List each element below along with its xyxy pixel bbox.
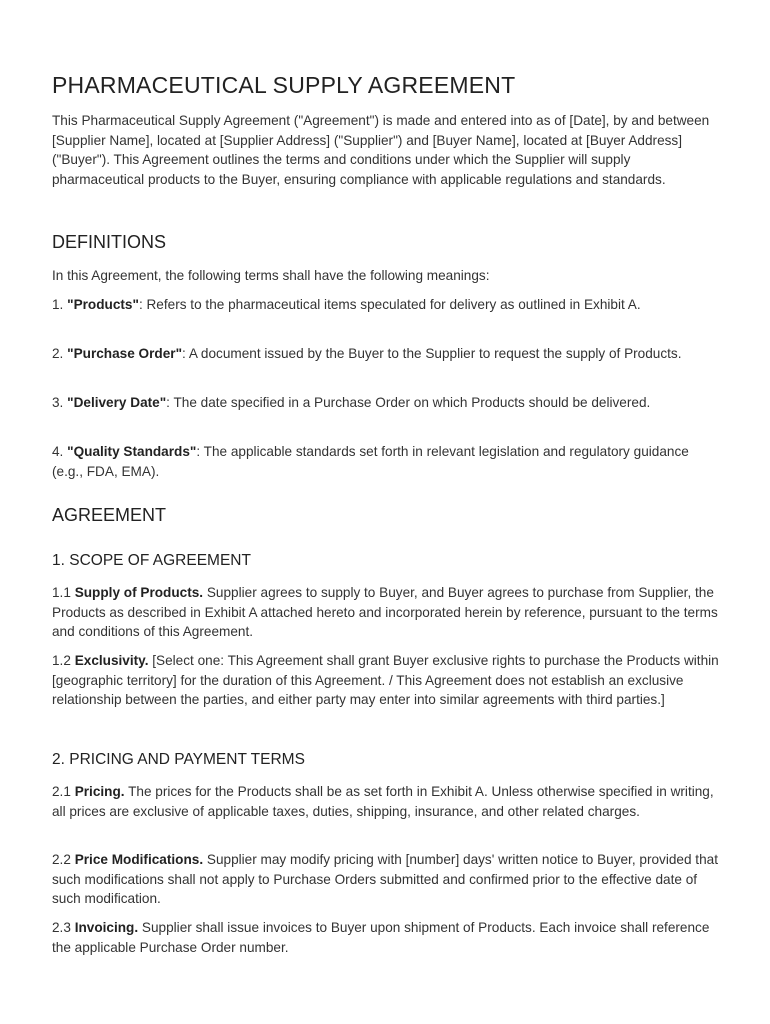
clause-title: Supply of Products. xyxy=(74,585,204,600)
definition-text: : A document issued by the Buyer to the Supplier to request the supply of Products. xyxy=(182,346,682,361)
clause-paragraph xyxy=(52,918,720,957)
document-title: PHARMACEUTICAL SUPPLY AGREEMENT xyxy=(52,72,516,98)
definition-term: "Delivery Date" xyxy=(67,395,167,410)
clause-text: [Select one: This Agreement shall grant Buyer exclusive rights to purchase the Products within [geographic territory] for the duration of this Agreement. / This Agreement does not establish an exclusive relationship between the parties, and either party may enter into similar agreements with third parties.] xyxy=(52,653,719,707)
clause-text: Supplier may modify pricing with [number] days' written notice to Buyer, provided that such modifications shall not apply to Purchase Orders submitted and confirmed prior to the effective date of such modification. xyxy=(52,852,718,906)
definition-item xyxy=(52,442,720,481)
clause-number: 1.1 xyxy=(52,585,75,600)
definition-number: 4. xyxy=(52,444,68,459)
clause-paragraph xyxy=(52,850,720,909)
clause-number: 1.2 xyxy=(52,653,75,668)
definition-item xyxy=(52,344,720,364)
clause-text: The prices for the Products shall be as set forth in Exhibit A. Unless otherwise specified in writing, all prices are exclusive of applicable taxes, duties, shipping, insurance, and other related charges. xyxy=(52,784,714,819)
definition-term: "Purchase Order" xyxy=(67,346,183,361)
clause-paragraph xyxy=(52,651,720,710)
definition-item xyxy=(52,295,720,315)
definition-text: : The date specified in a Purchase Order on which Products should be delivered. xyxy=(166,395,651,410)
definitions-lead: In this Agreement, the following terms shall have the following meanings: xyxy=(52,268,490,283)
definition-term: "Products" xyxy=(67,297,139,312)
definitions-heading: DEFINITIONS xyxy=(52,232,167,252)
definition-text: : Refers to the pharmaceutical items speculated for delivery as outlined in Exhibit A. xyxy=(138,297,641,312)
clause-text: Supplier shall issue invoices to Buyer upon shipment of Products. Each invoice shall reference the applicable Purchase Order number. xyxy=(52,920,710,955)
clause-paragraph xyxy=(52,782,720,821)
definition-number: 2. xyxy=(52,346,68,361)
clause-title: Price Modifications. xyxy=(74,852,204,867)
definition-term: "Quality Standards" xyxy=(67,444,197,459)
definition-number: 3. xyxy=(52,395,68,410)
intro-paragraph: This Pharmaceutical Supply Agreement ("Agreement") is made and entered into as of [Date], by and between [Supplier Name], located at [Supplier Address] ("Supplier") and [Buyer Name], located at [Buyer Address] ("Buyer"). This Agreement outlines the terms and conditions under which the Supplier will supply pharmaceutical products to the Buyer, ensuring compliance with applicable regulations and standards. xyxy=(52,113,710,187)
agreement-heading: AGREEMENT xyxy=(52,505,167,525)
clause-paragraph xyxy=(52,583,720,642)
definition-text: : The applicable standards set forth in relevant legislation and regulatory guidance (e.g., FDA, EMA). xyxy=(52,444,689,479)
clause-number: 2.1 xyxy=(52,784,75,799)
clause-number: 2.3 xyxy=(52,920,75,935)
clause-number: 2.2 xyxy=(52,852,75,867)
section-heading-scope: 1. SCOPE OF AGREEMENT xyxy=(52,552,251,569)
clause-text: Supplier agrees to supply to Buyer, and Buyer agrees to purchase from Supplier, the Products as described in Exhibit A attached hereto and incorporated herein by reference, pursuant to the terms and conditions of this Agreement. xyxy=(52,585,718,639)
section-heading-pricing: 2. PRICING AND PAYMENT TERMS xyxy=(52,751,305,768)
definition-number: 1. xyxy=(52,297,68,312)
definition-item xyxy=(52,393,720,413)
clause-title: Invoicing. xyxy=(74,920,139,935)
clause-title: Pricing. xyxy=(74,784,125,799)
clause-title: Exclusivity. xyxy=(74,653,149,668)
